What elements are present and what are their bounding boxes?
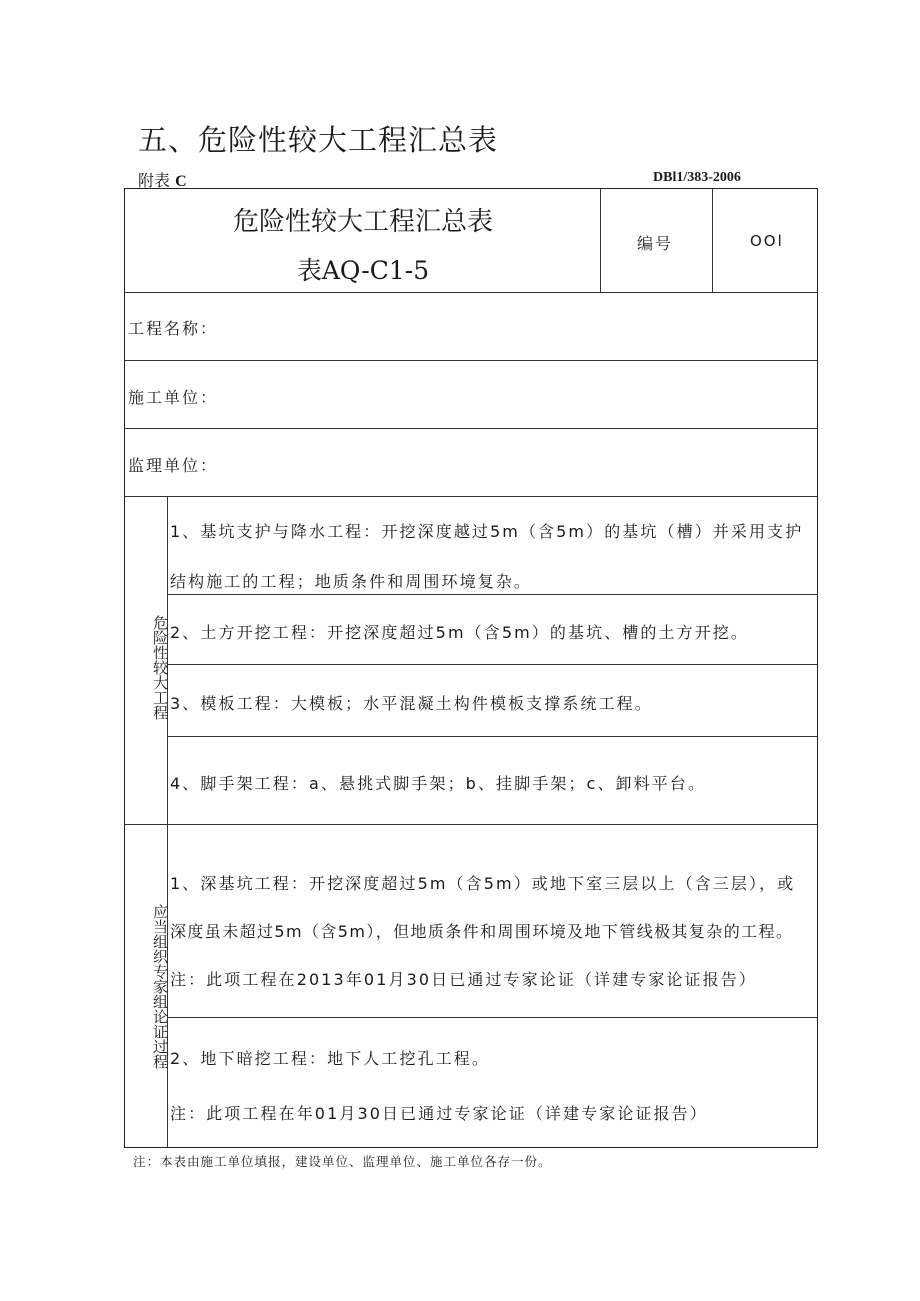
dangerous-item-1-line1: 1、基坑支护与降水工程：开挖深度越过5m（含5m）的基坑（槽）并采用支护 [170, 522, 804, 541]
row-divider [125, 428, 817, 429]
row-divider [167, 1017, 817, 1018]
standard-code: DBl1/383-2006 [653, 170, 741, 185]
dangerous-item-1-line2: 结构施工的工程；地质条件和周围环境复杂。 [170, 572, 533, 591]
page-section-title: 五、危险性较大工程汇总表 [138, 123, 499, 157]
number-label: 编号 [637, 234, 674, 253]
form-title: 危险性较大工程汇总表 [232, 207, 493, 237]
summary-form [124, 188, 818, 1148]
dangerous-item-2: 2、土方开挖工程：开挖深度超过5m（含5m）的基坑、槽的土方开挖。 [170, 623, 750, 642]
expert-item-1-note: 注：此项工程在2013年01月30日已通过专家论证（详建专家论证报告） [170, 970, 757, 989]
construction-unit-field[interactable]: 施工单位： [128, 388, 219, 407]
expert-item-1-line1: 1、深基坑工程：开挖深度超过5m（含5m）或地下室三层以上（含三层），或 [170, 874, 796, 893]
row-divider [125, 292, 817, 293]
row-divider [125, 360, 817, 361]
form-footnote: 注：本表由施工单位填报，建设单位、监理单位、施工单位各存一份。 [133, 1154, 552, 1169]
row-divider [167, 736, 817, 737]
supervision-unit-field[interactable]: 监理单位： [128, 456, 219, 475]
row-divider [167, 664, 817, 665]
number-value: OOl [750, 232, 784, 250]
expert-section-label: 应当组织专家组论证过程 [151, 904, 169, 1069]
form-code: 表AQ-C1-5 [296, 256, 430, 285]
expert-item-1-line2: 深度虽未超过5m（含5m），但地质条件和周围环境及地下管线极其复杂的工程。 [170, 922, 794, 941]
dangerous-item-4: 4、脚手架工程：a、悬挑式脚手架；b、挂脚手架；c、卸料平台。 [170, 774, 707, 793]
expert-item-2-line1: 2、地下暗挖工程：地下人工挖孔工程。 [170, 1049, 490, 1068]
section-divider [125, 824, 817, 825]
expert-item-2-note: 注：此项工程在年01月30日已通过专家论证（详建专家论证报告） [170, 1104, 708, 1123]
row-divider [167, 594, 817, 595]
attachment-letter: C [175, 173, 187, 190]
row-divider [125, 496, 817, 497]
attachment-text: 附表 [138, 171, 171, 190]
dangerous-item-3: 3、模板工程：大模板；水平混凝土构件模板支撑系统工程。 [170, 694, 653, 713]
dangerous-section-label: 危险性较大工程 [151, 614, 169, 720]
header-divider-2 [712, 189, 713, 292]
project-name-field[interactable]: 工程名称： [128, 319, 219, 338]
